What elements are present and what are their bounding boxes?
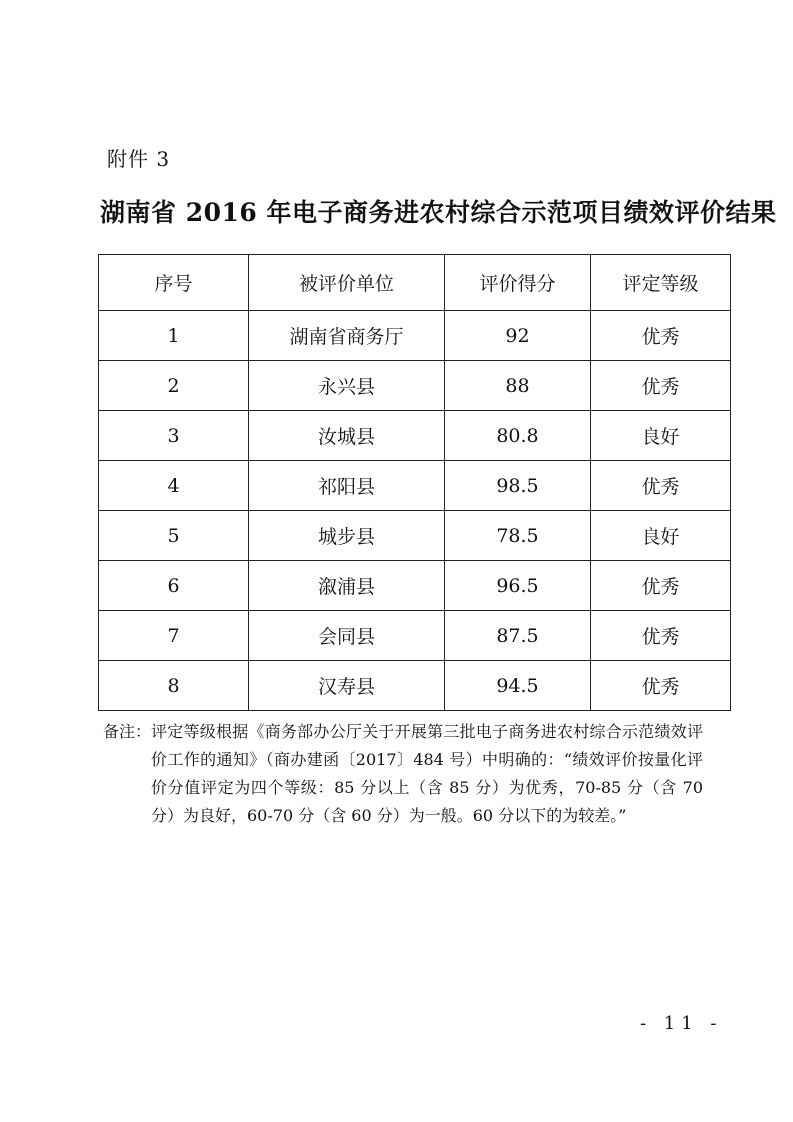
- header-evaluated-unit: 被评价单位: [249, 255, 445, 311]
- table-row: [99, 411, 731, 461]
- cell-evaluated-unit: 城步县: [249, 511, 445, 561]
- header-score: 评价得分: [445, 255, 591, 311]
- cell-grade: 优秀: [591, 611, 731, 661]
- header-serial-number: 序号: [99, 255, 249, 311]
- cell-grade: 优秀: [591, 361, 731, 411]
- table-row: [99, 461, 731, 511]
- page-title: 湖南省 2016 年电子商务进农村综合示范项目绩效评价结果: [100, 198, 777, 227]
- cell-serial-number: 7: [99, 611, 249, 661]
- cell-grade: 优秀: [591, 661, 731, 711]
- table-row: [99, 361, 731, 411]
- header-grade: 评定等级: [591, 255, 731, 311]
- table-row: [99, 661, 731, 711]
- remark-label: 备注：: [103, 722, 152, 741]
- cell-score: 94.5: [445, 661, 591, 711]
- cell-grade: 优秀: [591, 561, 731, 611]
- cell-score: 87.5: [445, 611, 591, 661]
- cell-serial-number: 5: [99, 511, 249, 561]
- cell-evaluated-unit: 湖南省商务厅: [249, 311, 445, 361]
- table-header-row: [99, 255, 731, 311]
- page-number: - 11 -: [640, 1013, 723, 1034]
- cell-score: 98.5: [445, 461, 591, 511]
- cell-serial-number: 4: [99, 461, 249, 511]
- cell-serial-number: 1: [99, 311, 249, 361]
- cell-score: 96.5: [445, 561, 591, 611]
- table-row: [99, 611, 731, 661]
- cell-evaluated-unit: 汉寿县: [249, 661, 445, 711]
- cell-score: 92: [445, 311, 591, 361]
- evaluation-results-table: [98, 254, 731, 711]
- cell-evaluated-unit: 会同县: [249, 611, 445, 661]
- cell-grade: 优秀: [591, 461, 731, 511]
- cell-serial-number: 3: [99, 411, 249, 461]
- remark-text: 评定等级根据《商务部办公厅关于开展第三批电子商务进农村综合示范绩效评价工作的通知》（商办建函〔2017〕484 号）中明确的：“绩效评价按量化评价分值评定为四个等级：85 分以上（含 85 分）为优秀，70-85 分（含 70 分）为良好，60-70 分（含 60 分）为一般。60 分以下的为较差。”: [151, 722, 703, 825]
- attachment-label: 附件 3: [107, 147, 171, 171]
- cell-evaluated-unit: 汝城县: [249, 411, 445, 461]
- cell-grade: 良好: [591, 511, 731, 561]
- table-row: [99, 561, 731, 611]
- cell-serial-number: 2: [99, 361, 249, 411]
- cell-grade: 良好: [591, 411, 731, 461]
- cell-score: 80.8: [445, 411, 591, 461]
- cell-evaluated-unit: 祁阳县: [249, 461, 445, 511]
- remark-note: [103, 718, 703, 830]
- table-row: [99, 511, 731, 561]
- cell-serial-number: 8: [99, 661, 249, 711]
- cell-serial-number: 6: [99, 561, 249, 611]
- cell-evaluated-unit: 溆浦县: [249, 561, 445, 611]
- table-row: [99, 311, 731, 361]
- cell-evaluated-unit: 永兴县: [249, 361, 445, 411]
- cell-grade: 优秀: [591, 311, 731, 361]
- cell-score: 88: [445, 361, 591, 411]
- cell-score: 78.5: [445, 511, 591, 561]
